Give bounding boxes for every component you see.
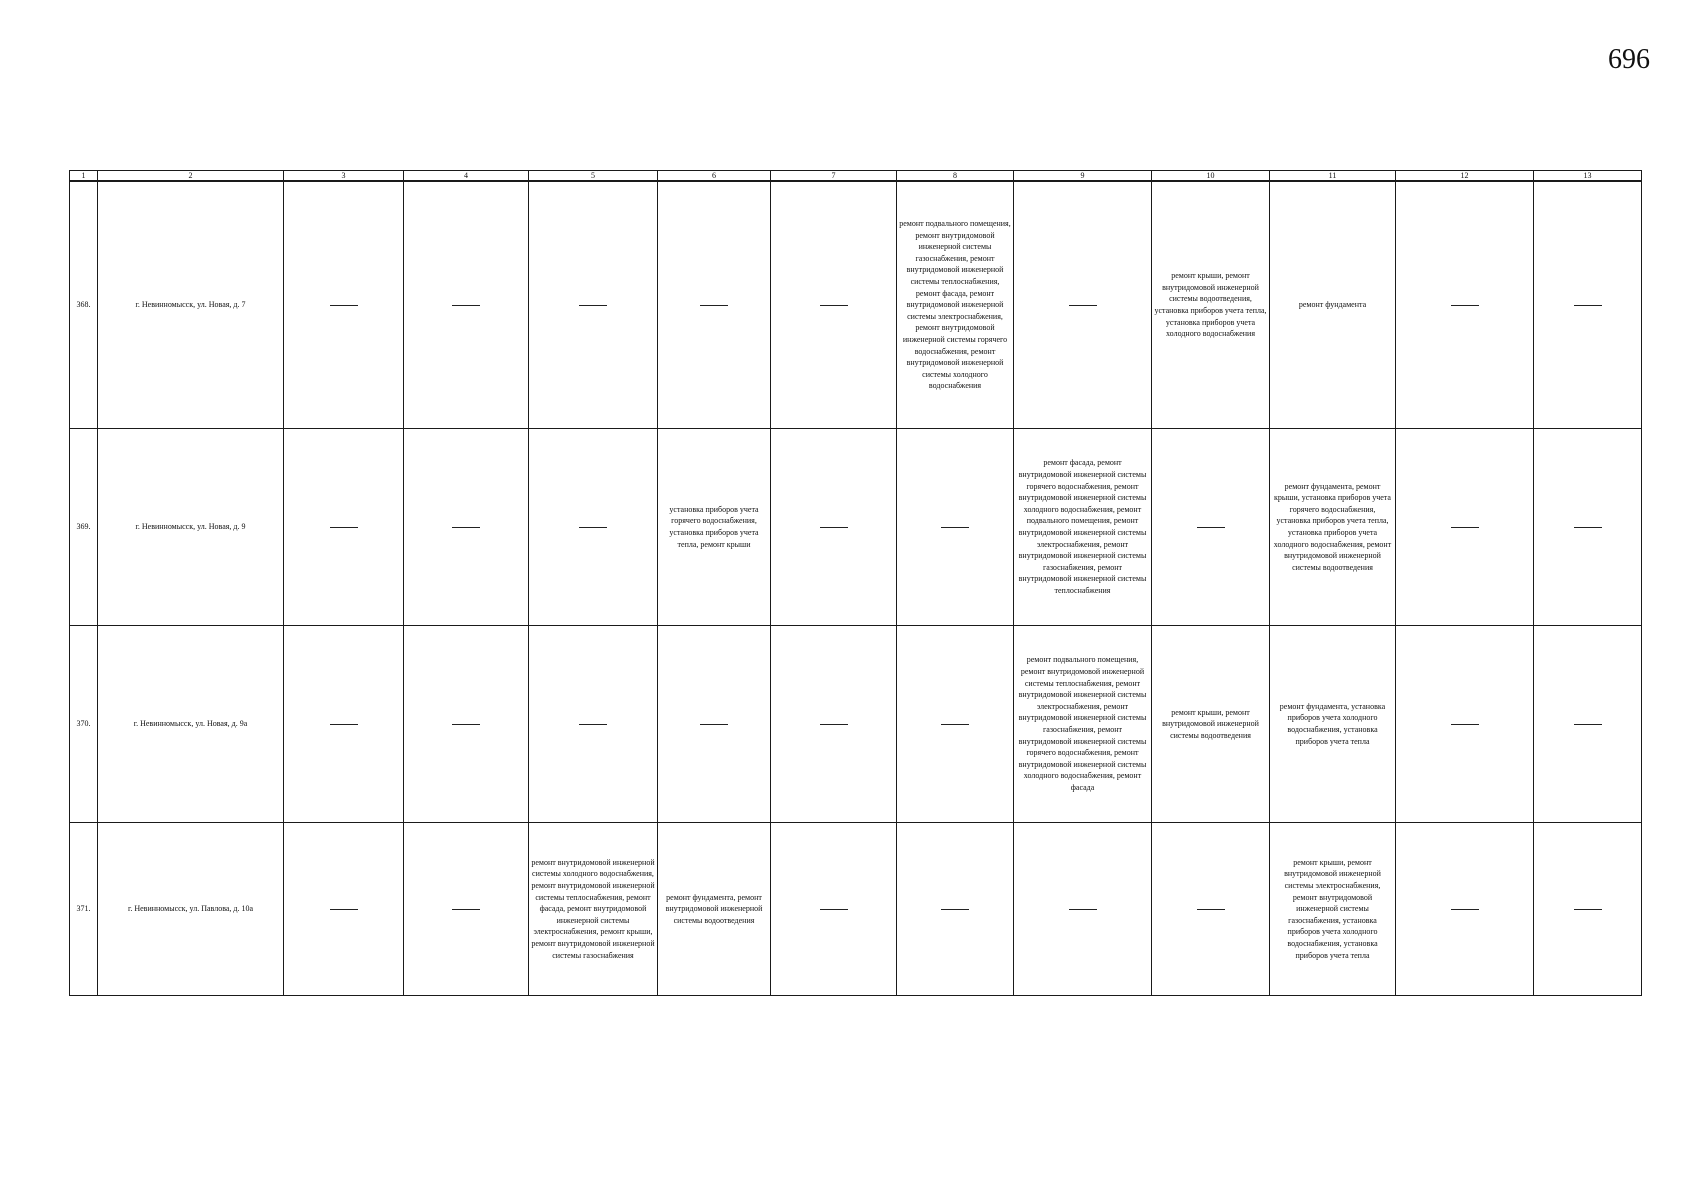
column-header-2: 2	[98, 171, 284, 182]
cell-col-12	[1396, 429, 1534, 626]
table-row	[70, 626, 1642, 823]
empty-dash	[330, 305, 358, 306]
empty-dash	[1451, 909, 1479, 910]
empty-dash	[820, 305, 848, 306]
cell-col-3	[284, 429, 404, 626]
empty-dash	[941, 527, 969, 528]
row-address: г. Невинномысск, ул. Новая, д. 9	[98, 429, 284, 626]
empty-dash	[452, 724, 480, 725]
cell-col-6	[658, 181, 771, 429]
empty-dash	[330, 527, 358, 528]
column-header-8: 8	[897, 171, 1014, 182]
column-header-9: 9	[1014, 171, 1152, 182]
page-number: 696	[1608, 44, 1650, 75]
cell-col-8	[897, 823, 1014, 996]
cell-col-10	[1152, 429, 1270, 626]
cell-col-8: ремонт подвального помещения, ремонт внутридомовой инженерной системы газоснабжения, ремонт внутридомовой инженерной системы теплоснабжения, ремонт фасада, ремонт внутридомовой инженерной системы электроснабжения, ремонт внутридомовой инженерной системы горячего водоснабжения, ремонт внутридомовой инженерной системы холодного водоснабжения	[897, 181, 1014, 429]
table-row	[70, 181, 1642, 429]
column-header-5: 5	[529, 171, 658, 182]
empty-dash	[452, 527, 480, 528]
empty-dash	[1069, 305, 1097, 306]
cell-col-13	[1534, 429, 1642, 626]
column-header-4: 4	[404, 171, 529, 182]
column-number-header	[70, 171, 1642, 182]
column-header-10: 10	[1152, 171, 1270, 182]
row-number: 368.	[70, 181, 98, 429]
cell-col-5	[529, 626, 658, 823]
row-number: 369.	[70, 429, 98, 626]
cell-col-5	[529, 181, 658, 429]
repair-schedule-table	[69, 170, 1642, 996]
empty-dash	[1451, 724, 1479, 725]
cell-col-12	[1396, 181, 1534, 429]
row-number: 371.	[70, 823, 98, 996]
header-row	[70, 171, 1642, 182]
table-row	[70, 429, 1642, 626]
empty-dash	[820, 724, 848, 725]
empty-dash	[941, 724, 969, 725]
empty-dash	[1574, 305, 1602, 306]
column-header-3: 3	[284, 171, 404, 182]
empty-dash	[1197, 527, 1225, 528]
cell-col-6: установка приборов учета горячего водоснабжения, установка приборов учета тепла, ремонт крыши	[658, 429, 771, 626]
cell-col-11: ремонт фундамента	[1270, 181, 1396, 429]
cell-col-10	[1152, 823, 1270, 996]
empty-dash	[579, 724, 607, 725]
cell-col-5: ремонт внутридомовой инженерной системы холодного водоснабжения, ремонт внутридомовой инженерной системы теплоснабжения, ремонт фасада, ремонт внутридомовой инженерной системы электроснабжения, ремонт крыши, ремонт внутридомовой инженерной системы газоснабжения	[529, 823, 658, 996]
cell-col-11: ремонт крыши, ремонт внутридомовой инженерной системы электроснабжения, ремонт внутридомовой инженерной системы газоснабжения, установка приборов учета холодного водоснабжения, установка приборов учета тепла	[1270, 823, 1396, 996]
table-row	[70, 823, 1642, 996]
empty-dash	[1069, 909, 1097, 910]
cell-col-9: ремонт фасада, ремонт внутридомовой инженерной системы горячего водоснабжения, ремонт внутридомовой инженерной системы холодного водоснабжения, ремонт подвального помещения, ремонт внутридомовой инженерной системы электроснабжения, ремонт внутридомовой инженерной системы газоснабжения, ремонт внутридомовой инженерной системы теплоснабжения	[1014, 429, 1152, 626]
cell-col-9: ремонт подвального помещения, ремонт внутридомовой инженерной системы теплоснабжения, ремонт внутридомовой инженерной системы электроснабжения, ремонт внутридомовой инженерной системы газоснабжения, ремонт внутридомовой инженерной системы горячего водоснабжения, ремонт внутридомовой инженерной системы холодного водоснабжения, ремонт фасада	[1014, 626, 1152, 823]
cell-col-10: ремонт крыши, ремонт внутридомовой инженерной системы водоотведения, установка приборов учета тепла, установка приборов учета холодного водоснабжения	[1152, 181, 1270, 429]
empty-dash	[820, 527, 848, 528]
cell-col-9	[1014, 823, 1152, 996]
column-header-11: 11	[1270, 171, 1396, 182]
cell-col-4	[404, 181, 529, 429]
cell-col-11: ремонт фундамента, ремонт крыши, установка приборов учета горячего водоснабжения, установка приборов учета тепла, установка приборов учета холодного водоснабжения, ремонт внутридомовой инженерной системы водоотведения	[1270, 429, 1396, 626]
empty-dash	[579, 527, 607, 528]
cell-col-12	[1396, 626, 1534, 823]
empty-dash	[1574, 527, 1602, 528]
cell-col-10: ремонт крыши, ремонт внутридомовой инженерной системы водоотведения	[1152, 626, 1270, 823]
empty-dash	[700, 305, 728, 306]
cell-col-11: ремонт фундамента, установка приборов учета холодного водоснабжения, установка приборов учета тепла	[1270, 626, 1396, 823]
column-header-6: 6	[658, 171, 771, 182]
row-number: 370.	[70, 626, 98, 823]
cell-col-6: ремонт фундамента, ремонт внутридомовой инженерной системы водоотведения	[658, 823, 771, 996]
empty-dash	[330, 724, 358, 725]
cell-col-7	[771, 626, 897, 823]
cell-col-4	[404, 823, 529, 996]
row-address: г. Невинномысск, ул. Новая, д. 9а	[98, 626, 284, 823]
empty-dash	[1451, 527, 1479, 528]
row-address: г. Невинномысск, ул. Новая, д. 7	[98, 181, 284, 429]
empty-dash	[1574, 724, 1602, 725]
empty-dash	[1574, 909, 1602, 910]
cell-col-13	[1534, 823, 1642, 996]
cell-col-13	[1534, 181, 1642, 429]
column-header-12: 12	[1396, 171, 1534, 182]
cell-col-12	[1396, 823, 1534, 996]
cell-col-6	[658, 626, 771, 823]
cell-col-8	[897, 626, 1014, 823]
cell-col-7	[771, 823, 897, 996]
cell-col-3	[284, 823, 404, 996]
cell-col-5	[529, 429, 658, 626]
empty-dash	[452, 305, 480, 306]
cell-col-7	[771, 429, 897, 626]
row-address: г. Невинномысск, ул. Павлова, д. 10а	[98, 823, 284, 996]
column-header-13: 13	[1534, 171, 1642, 182]
cell-col-7	[771, 181, 897, 429]
cell-col-4	[404, 429, 529, 626]
cell-col-3	[284, 626, 404, 823]
cell-col-13	[1534, 626, 1642, 823]
empty-dash	[820, 909, 848, 910]
cell-col-3	[284, 181, 404, 429]
empty-dash	[579, 305, 607, 306]
cell-col-9	[1014, 181, 1152, 429]
empty-dash	[941, 909, 969, 910]
empty-dash	[330, 909, 358, 910]
column-header-1: 1	[70, 171, 98, 182]
cell-col-8	[897, 429, 1014, 626]
column-header-7: 7	[771, 171, 897, 182]
empty-dash	[1197, 909, 1225, 910]
empty-dash	[1451, 305, 1479, 306]
empty-dash	[700, 724, 728, 725]
empty-dash	[452, 909, 480, 910]
cell-col-4	[404, 626, 529, 823]
